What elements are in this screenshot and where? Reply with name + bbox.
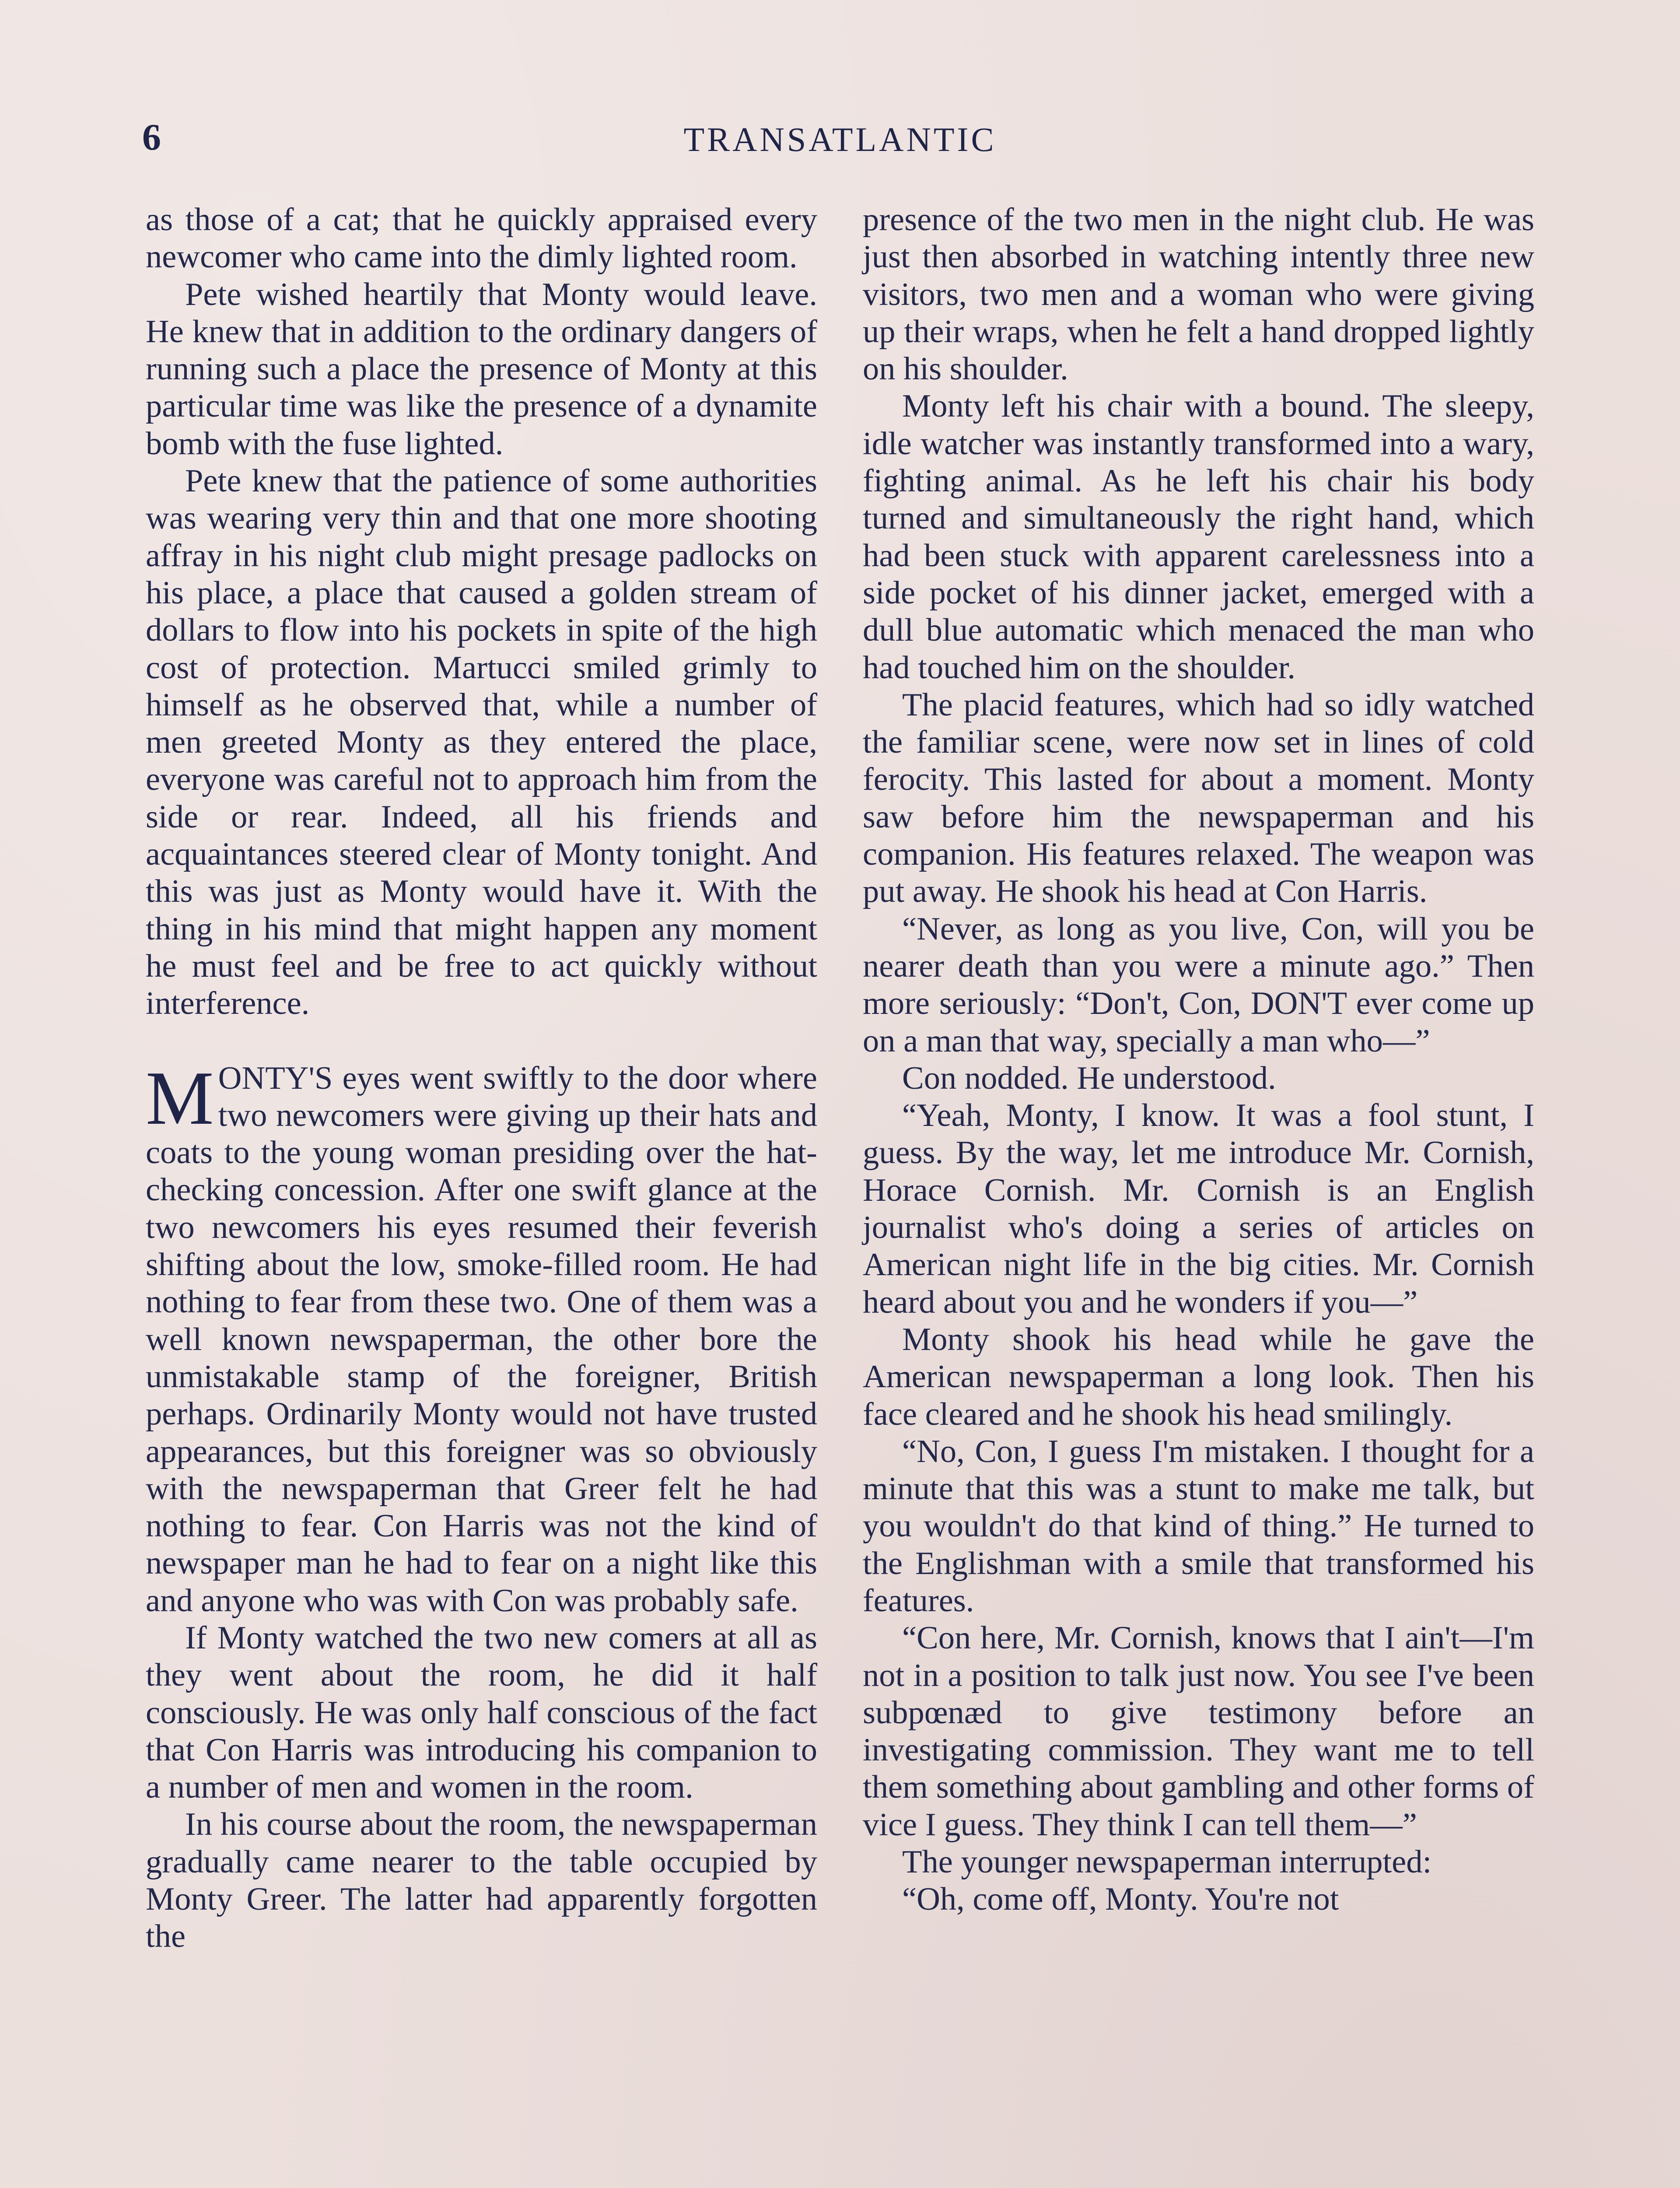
drop-cap: M bbox=[146, 1055, 214, 1140]
right-paragraph-9: “Con here, Mr. Cornish, knows that I ain't—I'm not in a position to talk just now. You see I've been subpœnæd to give testimony before an investigating commission. They want me to tell them something about gambling and other forms of vice I guess. They think I can tell them—” bbox=[863, 1620, 1534, 1843]
page-number: 6 bbox=[142, 116, 161, 158]
left-paragraph-1: as those of a cat; that he quickly appraised every newcomer who came into the dimly lighted room. bbox=[146, 202, 817, 275]
left-paragraph-5: If Monty watched the two new comers at all as they went about the room, he did it half consciously. He was only half conscious of the fact that Con Harris was introducing his companion to a number of men and women in the room. bbox=[146, 1620, 817, 1806]
right-paragraph-8: “No, Con, I guess I'm mistaken. I thought for a minute that this was a stunt to make me talk, but you wouldn't do that kind of thing.” He turned to the Englishman with a smile that transformed his features. bbox=[863, 1433, 1534, 1619]
running-head: TRANSATLANTIC bbox=[683, 120, 997, 158]
left-paragraph-2: Pete wished heartily that Monty would leave. He knew that in addition to the ordinary dangers of running such a place the presence of Monty at this particular time was like the presence of a dynamite bomb with the fuse lighted. bbox=[146, 276, 817, 462]
right-column bbox=[863, 201, 1534, 1918]
left-paragraph-4-text: ONTY'S eyes went swiftly to the door where two newcomers were giving up their hats and coats to the young woman presiding over the hat-checking concession. After one swift glance at the two newcomers his eyes resumed their feverish shifting about the low, smoke-filled room. He had nothing to fear from these two. One of them was a well known newspaperman, the other bore the unmistakable stamp of the foreigner, British perhaps. Ordinarily Monty would not have trusted appearances, but this foreigner was so obviously with the newspaperman that Greer felt he had nothing to fear. Con Harris was not the kind of newspaper man he had to fear on a night like this and anyone who was with Con was probably safe. bbox=[146, 1060, 817, 1619]
left-paragraph-6: In his course about the room, the newspaperman gradually came nearer to the table occupied by Monty Greer. The latter had apparently forgotten the bbox=[146, 1806, 817, 1955]
right-paragraph-10: The younger newspaperman interrupted: bbox=[902, 1844, 1432, 1880]
right-paragraph-7: Monty shook his head while he gave the American newspaperman a long look. Then his face cleared and he shook his head smilingly. bbox=[863, 1321, 1534, 1432]
right-paragraph-2: Monty left his chair with a bound. The sleepy, idle watcher was instantly transformed into a wary, fighting animal. As he left his chair his body turned and simultaneously the right hand, which had been stuck with apparent carelessness into a side pocket of his dinner jacket, emerged with a dull blue automatic which menaced the man who had touched him on the shoulder. bbox=[863, 388, 1534, 686]
right-paragraph-1: presence of the two men in the night club. He was just then absorbed in watching intently three new visitors, two men and a woman who were giving up their wraps, when he felt a hand dropped lightly on his shoulder. bbox=[863, 202, 1534, 387]
right-paragraph-11: “Oh, come off, Monty. You're not bbox=[902, 1881, 1339, 1918]
left-column bbox=[146, 201, 817, 1956]
right-paragraph-6: “Yeah, Monty, I know. It was a fool stunt, I guess. By the way, let me introduce Mr. Cornish, Horace Cornish. Mr. Cornish is an English journalist who's doing a series of articles on American night life in the big cities. Mr. Cornish heard about you and he wonders if you—” bbox=[863, 1098, 1534, 1320]
right-paragraph-3: The placid features, which had so idly watched the familiar scene, were now set in lines of cold ferocity. This lasted for about a moment. Monty saw before him the newspaperman and his companion. His features relaxed. The weapon was put away. He shook his head at Con Harris. bbox=[863, 687, 1534, 910]
left-paragraph-3: Pete knew that the patience of some authorities was wearing very thin and that one more shooting affray in his night club might presage padlocks on his place, a place that caused a golden stream of dollars to flow into his pockets in spite of the high cost of protection. Martucci smiled grimly to himself as he observed that, while a number of men greeted Monty as they entered the place, everyone was careful not to approach him from the side or rear. Indeed, all his friends and acquaintances steered clear of Monty tonight. And this was just as Monty would have it. With the thing in his mind that might happen any moment he must feel and be free to act quickly without interference. bbox=[146, 463, 817, 1022]
right-paragraph-5: Con nodded. He understood. bbox=[902, 1060, 1276, 1096]
right-paragraph-4: “Never, as long as you live, Con, will you be nearer death than you were a minute ago.” Then more seriously: “Don't, Con, DON'T ever come up on a man that way, specially a man who—” bbox=[863, 911, 1534, 1059]
left-paragraph-4 bbox=[146, 1055, 817, 1620]
